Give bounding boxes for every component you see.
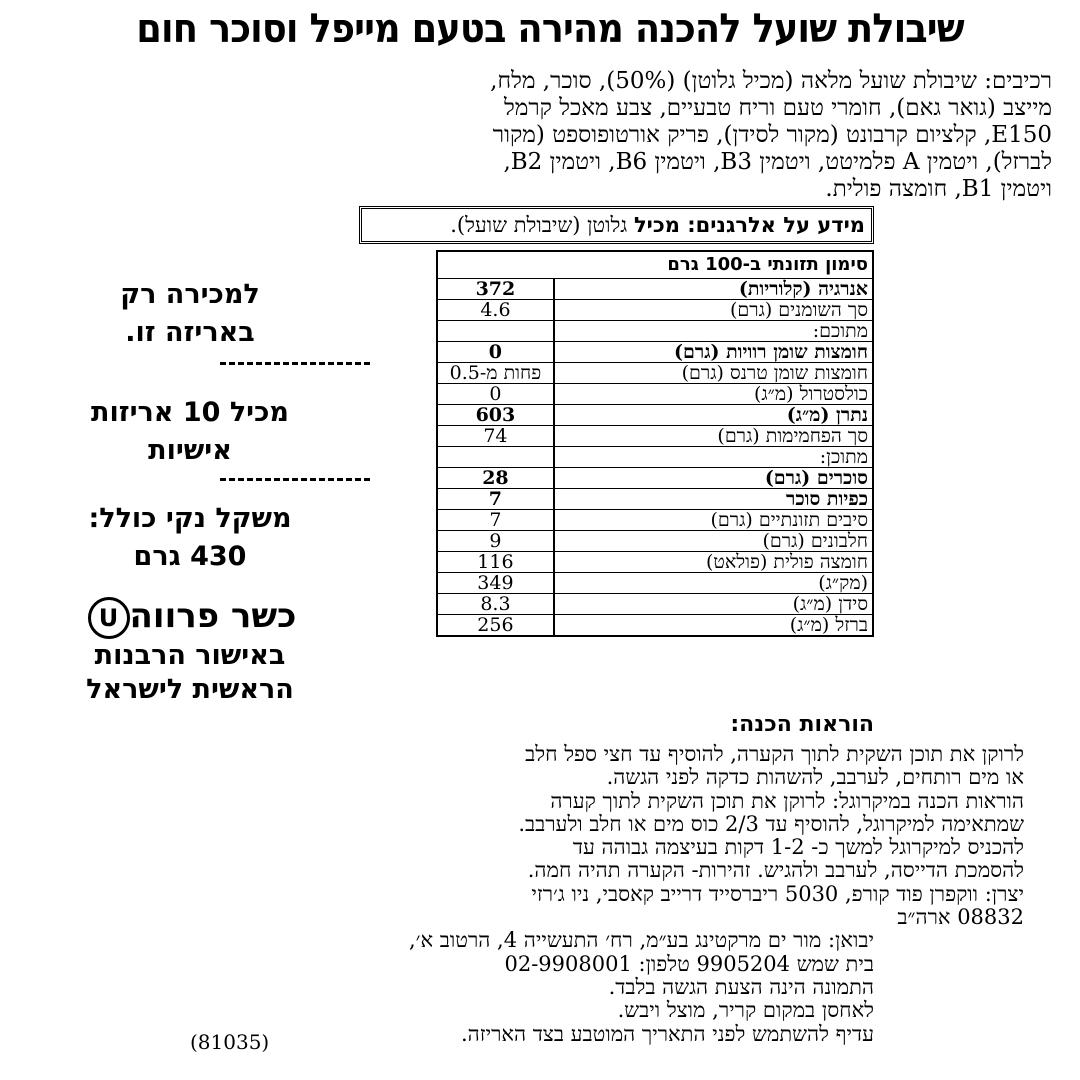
weight-line: 430 גרם xyxy=(133,541,247,572)
instruction-line: יבואן: מור ים מרקטינג בע״מ, רח׳ התעשייה 4, הרטוב א׳, xyxy=(409,928,874,953)
weight-line: משקל נקי כולל: xyxy=(88,503,292,534)
contains-notice xyxy=(70,394,310,470)
nutrient-value: 28 xyxy=(482,467,509,489)
divider xyxy=(220,478,370,481)
contains-line: אישיות xyxy=(148,435,232,466)
instructions-text xyxy=(24,743,1024,1046)
instruction-line: שמתאימה למיקרוגל, להוסיף עד 2/3 כוס מים או חלב ולערבב. xyxy=(518,811,1024,836)
nutrition-row xyxy=(437,531,873,552)
instruction-line: או מים רותחים, לערבב, להשהות כדקה לפני הגשה. xyxy=(606,765,1024,790)
nutrient-label: חומצות שומן טרנס (גרם) xyxy=(554,363,873,384)
sale-line: למכירה רק xyxy=(120,279,260,310)
nutrient-label: סך הפחמימות (גרם) xyxy=(554,426,873,447)
nutrient-value: 4.6 xyxy=(480,299,511,321)
nutrient-label: (מק״ג) xyxy=(554,573,873,594)
net-weight xyxy=(70,500,310,576)
nutrient-value: 603 xyxy=(475,404,516,426)
instruction-line: התמונה הינה הצעת הגשה בלבד. xyxy=(608,974,874,999)
nutrient-label: כפיות סוכר xyxy=(554,489,873,510)
allergen-box xyxy=(359,206,874,244)
ingredients-line: ויטמין B1, חומצה פולית. xyxy=(825,176,1052,202)
nutrition-row xyxy=(437,342,873,363)
nutrient-label: סך השומנים (גרם) xyxy=(554,300,873,321)
nutrient-label: כולסטרול (מ״ג) xyxy=(554,384,873,405)
nutrient-value: 372 xyxy=(475,278,516,300)
nutrient-label: סיבים תזונתיים (גרם) xyxy=(554,510,873,531)
nutrition-row xyxy=(437,447,873,468)
sale-notice xyxy=(70,276,310,352)
instruction-line: 08832 ארה״ב xyxy=(897,905,1024,930)
divider xyxy=(220,362,370,365)
nutrition-table xyxy=(436,250,874,637)
kosher-line: באישור הרבנות xyxy=(94,639,286,671)
instruction-line: הוראות הכנה במיקרוגל: לרוקן את תוכן השקית לתוך קערה xyxy=(550,788,1024,813)
nutrition-header-row xyxy=(437,251,873,279)
instruction-line: לאחסן במקום קריר, מוצל ויבש. xyxy=(617,998,874,1023)
nutrition-row xyxy=(437,363,873,384)
nutrient-value: 256 xyxy=(477,614,514,636)
ingredients-line: מייצב (גואר גאם), חומרי טעם וריח טבעיים, צבע מאכל קרמל xyxy=(503,95,1052,121)
nutrient-label: אנרגיה (קלוריות) xyxy=(554,279,873,300)
instruction-line: להסמכת הדייסה, לערבב ולהגיש. זהירות- הקערה תהיה חמה. xyxy=(527,858,1024,883)
nutrient-value: 74 xyxy=(483,425,508,447)
nutrition-row xyxy=(437,405,873,426)
nutrient-value: 116 xyxy=(477,551,514,573)
kosher-line: הראשית לישראל xyxy=(86,673,294,705)
ou-kosher-icon: U xyxy=(88,597,130,639)
sale-line: באריזה זו. xyxy=(125,317,255,348)
instruction-line: להכניס למיקרוגל למשך כ- 1-2 דקות בעיצמה גבוהה עד xyxy=(572,835,1024,860)
nutrient-label: חומצה פולית (פולאט) xyxy=(554,552,873,573)
allergen-label: מידע על אלרגנים: מכיל xyxy=(633,213,865,237)
instruction-line: לרוקן את תוכן השקית לתוך הקערה, להוסיף עד חצי ספל חלב xyxy=(525,742,1024,766)
kosher-title: כשר פרווה xyxy=(129,596,297,636)
nutrition-row xyxy=(437,489,873,510)
nutrition-row xyxy=(437,615,873,637)
nutrient-label: מתוכם: xyxy=(554,321,873,342)
nutrient-value: 0 xyxy=(489,383,502,405)
nutrient-value: פחות מ-0.5 xyxy=(449,362,542,384)
ingredients-line: E150, קלציום קרבונט (מקור לסידן), פריק אורטופוספט (מקור xyxy=(492,122,1052,148)
nutrient-value: 9 xyxy=(489,530,502,552)
nutrition-row xyxy=(437,510,873,531)
nutrition-header: סימון תזונתי ב-100 גרם xyxy=(667,254,868,275)
product-title: שיבולת שועל להכנה מהירה בטעם מייפל וסוכר חום xyxy=(136,6,964,52)
instruction-line: עדיף להשתמש לפני התאריך המוטבע בצד האריזה. xyxy=(460,1021,874,1046)
nutrition-row xyxy=(437,384,873,405)
nutrition-row xyxy=(437,279,873,300)
nutrition-row xyxy=(437,321,873,342)
nutrition-row xyxy=(437,573,873,594)
instruction-line: בית שמש 9905204 טלפון: 02-9908001 xyxy=(504,951,874,976)
kosher-certification xyxy=(70,596,310,707)
instruction-line: יצרן: ווקפרן פוד קורפ, 5030 ריברסייד דרייב קאסבי, ניו ג׳רזי xyxy=(531,881,1024,906)
nutrient-label: ברזל (מ״ג) xyxy=(554,615,873,637)
nutrient-label: סוכרים (גרם) xyxy=(554,468,873,489)
contains-line: מכיל 10 אריזות xyxy=(91,397,289,428)
allergen-text: גלוטן (שיבולת שועל). xyxy=(450,213,628,237)
nutrient-value: 8.3 xyxy=(480,593,511,615)
nutrient-value: 0 xyxy=(488,341,503,363)
nutrition-row xyxy=(437,426,873,447)
nutrition-row xyxy=(437,300,873,321)
nutrient-value xyxy=(437,447,554,468)
nutrient-value: 7 xyxy=(488,488,503,510)
nutrient-label: מתוכן: xyxy=(554,447,873,468)
nutrient-label: חומצות שומן רוויות (גרם) xyxy=(554,342,873,363)
nutrient-label: חלבונים (גרם) xyxy=(554,531,873,552)
nutrient-value: 7 xyxy=(489,509,502,531)
nutrient-value xyxy=(437,321,554,342)
nutrition-row xyxy=(437,468,873,489)
nutrient-value: 349 xyxy=(477,572,514,594)
nutrition-row xyxy=(437,552,873,573)
nutrient-label: נתרן (מ״ג) xyxy=(554,405,873,426)
ingredients-line: רכיבים: שיבולת שועל מלאה (מכיל גלוטן) (50%), סוכר, מלח, xyxy=(490,68,1052,94)
product-code: (81035) xyxy=(190,1030,270,1054)
ingredients-line: לברזל), ויטמין A פלמיטט, ויטמין B3, ויטמין B6, ויטמין B2, xyxy=(503,149,1052,175)
prep-title: הוראות הכנה: xyxy=(730,712,874,737)
ingredients-text xyxy=(12,68,1052,203)
nutrition-row xyxy=(437,594,873,615)
nutrient-label: סידן (מ״ג) xyxy=(554,594,873,615)
